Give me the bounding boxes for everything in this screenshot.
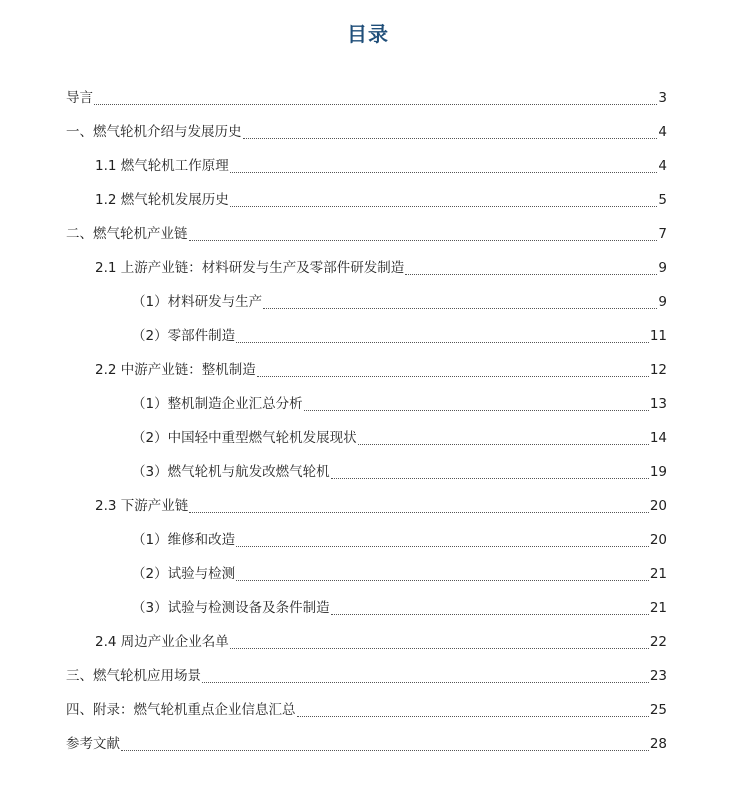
- toc-leader: [331, 478, 649, 479]
- toc-entry-text: （2）试验与检测: [132, 566, 236, 583]
- toc-entry-text: 1.2 燃气轮机发展历史: [95, 192, 229, 209]
- toc-entry-text: 参考文献: [66, 736, 120, 753]
- toc-leader: [358, 444, 649, 445]
- toc-entry-text: 2.4 周边产业企业名单: [95, 634, 229, 651]
- toc-entry-text: （2）中国轻中重型燃气轮机发展现状: [132, 430, 357, 447]
- toc-title: 目录: [347, 22, 389, 46]
- toc-entry-page: 11: [649, 328, 667, 345]
- toc-entry-text: 三、燃气轮机应用场景: [66, 668, 201, 685]
- toc-leader: [121, 750, 649, 751]
- toc-entry-page: 3: [658, 90, 667, 107]
- toc-entry-page: 21: [649, 600, 667, 617]
- toc-leader: [189, 512, 649, 513]
- toc-entry[interactable]: [0, 558, 736, 592]
- toc-entry-page: 4: [658, 158, 667, 175]
- toc-leader: [202, 682, 649, 683]
- toc-entry[interactable]: [0, 660, 736, 694]
- toc-entry-text: 2.1 上游产业链：材料研发与生产及零部件研发制造: [95, 260, 405, 277]
- toc-entry-text: 2.2 中游产业链：整机制造: [95, 362, 256, 379]
- toc-entry[interactable]: [0, 320, 736, 354]
- toc-entry[interactable]: [0, 524, 736, 558]
- toc-entry-text: 四、附录：燃气轮机重点企业信息汇总: [66, 702, 296, 719]
- toc-leader: [297, 716, 649, 717]
- toc-entry[interactable]: [0, 694, 736, 728]
- toc-entry-page: 4: [658, 124, 667, 141]
- toc-entry-text: （2）零部件制造: [132, 328, 236, 345]
- toc-entry[interactable]: [0, 218, 736, 252]
- toc-entry-page: 28: [649, 736, 667, 753]
- toc-leader: [405, 274, 657, 275]
- toc-entry-page: 7: [658, 226, 667, 243]
- toc-entry-page: 19: [649, 464, 667, 481]
- toc-entry[interactable]: [0, 354, 736, 388]
- toc-entry-text: （1）整机制造企业汇总分析: [132, 396, 303, 413]
- toc-entry[interactable]: [0, 626, 736, 660]
- toc-entry-page: 20: [649, 532, 667, 549]
- toc-leader: [189, 240, 658, 241]
- toc-list: [0, 82, 736, 762]
- toc-entry-page: 9: [658, 260, 667, 277]
- toc-leader: [263, 308, 657, 309]
- toc-leader: [236, 342, 649, 343]
- toc-entry-text: （3）试验与检测设备及条件制造: [132, 600, 330, 617]
- toc-entry-page: 13: [649, 396, 667, 413]
- toc-entry[interactable]: [0, 490, 736, 524]
- toc-entry-page: 21: [649, 566, 667, 583]
- toc-leader: [230, 172, 658, 173]
- toc-entry-text: 二、燃气轮机产业链: [66, 226, 188, 243]
- toc-leader: [257, 376, 649, 377]
- toc-entry[interactable]: [0, 728, 736, 762]
- toc-entry-text: （1）材料研发与生产: [132, 294, 263, 311]
- toc-entry[interactable]: [0, 150, 736, 184]
- toc-leader: [230, 648, 649, 649]
- toc-entry[interactable]: [0, 456, 736, 490]
- toc-entry[interactable]: [0, 82, 736, 116]
- toc-entry-text: （3）燃气轮机与航发改燃气轮机: [132, 464, 330, 481]
- toc-entry[interactable]: [0, 388, 736, 422]
- toc-entry-page: 14: [649, 430, 667, 447]
- toc-entry-text: 导言: [66, 90, 93, 107]
- toc-entry[interactable]: [0, 286, 736, 320]
- toc-entry-page: 20: [649, 498, 667, 515]
- toc-entry-text: 1.1 燃气轮机工作原理: [95, 158, 229, 175]
- toc-entry-page: 9: [658, 294, 667, 311]
- toc-entry[interactable]: [0, 592, 736, 626]
- toc-entry-page: 23: [649, 668, 667, 685]
- toc-leader: [304, 410, 649, 411]
- toc-entry[interactable]: [0, 184, 736, 218]
- toc-entry-page: 25: [649, 702, 667, 719]
- toc-leader: [236, 580, 649, 581]
- toc-leader: [94, 104, 657, 105]
- toc-entry[interactable]: [0, 252, 736, 286]
- toc-entry-page: 22: [649, 634, 667, 651]
- toc-leader: [236, 546, 649, 547]
- toc-entry-text: 一、燃气轮机介绍与发展历史: [66, 124, 242, 141]
- toc-entry[interactable]: [0, 116, 736, 150]
- toc-leader: [243, 138, 658, 139]
- toc-entry[interactable]: [0, 422, 736, 456]
- toc-entry-page: 5: [658, 192, 667, 209]
- toc-entry-page: 12: [649, 362, 667, 379]
- toc-entry-text: （1）维修和改造: [132, 532, 236, 549]
- toc-leader: [230, 206, 658, 207]
- toc-leader: [331, 614, 649, 615]
- toc-entry-text: 2.3 下游产业链: [95, 498, 189, 515]
